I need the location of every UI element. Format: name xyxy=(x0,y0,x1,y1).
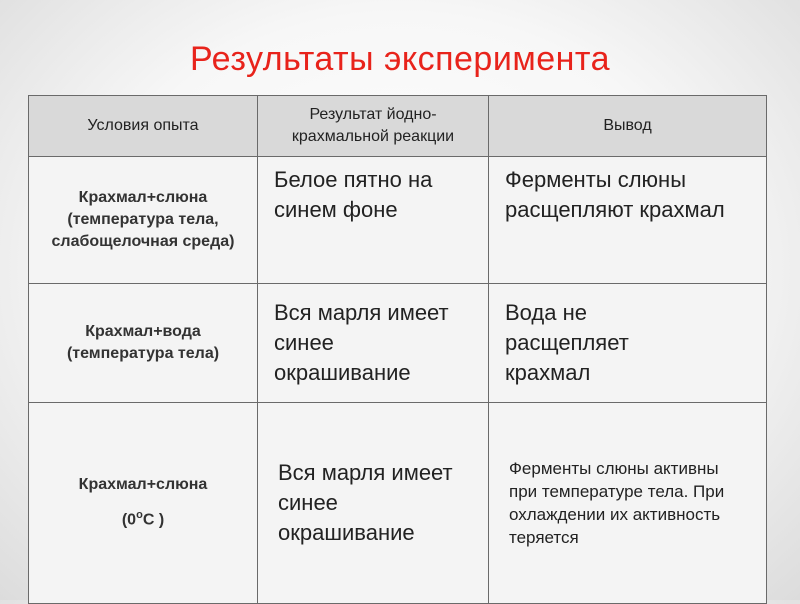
temp-open: (0 xyxy=(121,511,137,529)
result-cell xyxy=(258,284,489,403)
condition-temperature xyxy=(29,504,257,531)
temp-unit: С ) xyxy=(142,511,165,529)
condition-cell xyxy=(29,157,258,284)
conclusion-text: Вода не расщепляет крахмал xyxy=(505,300,629,385)
condition-cell xyxy=(29,403,258,604)
conclusion-cell xyxy=(489,157,767,284)
table-header-row xyxy=(29,96,767,157)
result-text: Белое пятно на синем фоне xyxy=(274,167,433,222)
header-conclusion: Вывод xyxy=(489,96,767,157)
condition-text: Крахмал+вода (температура тела) xyxy=(66,323,220,362)
conclusion-cell xyxy=(489,284,767,403)
degree-mark: о xyxy=(136,509,143,522)
results-table xyxy=(28,95,767,604)
header-result-text: Результат йодно-крахмальной реакции xyxy=(291,106,455,145)
result-text: Вся марля имеет синее окрашивание xyxy=(278,460,453,545)
condition-text: Крахмал+слюна xyxy=(78,476,208,494)
table-row xyxy=(29,403,767,604)
result-text: Вся марля имеет синее окрашивание xyxy=(274,300,449,385)
conclusion-text: Ферменты слюны расщепляют крахмал xyxy=(505,167,725,222)
header-result xyxy=(258,96,489,157)
result-cell xyxy=(258,403,489,604)
condition-cell xyxy=(29,284,258,403)
condition-text: Крахмал+слюна (температура тела, слабощелочная среда) xyxy=(51,189,235,250)
page-title: Результаты эксперимента xyxy=(190,40,610,78)
result-cell xyxy=(258,157,489,284)
table-row xyxy=(29,157,767,284)
conclusion-text: Ферменты слюны активны при температуре тела. При охлаждении их активность теряется xyxy=(509,459,725,547)
table-row xyxy=(29,284,767,403)
conclusion-cell xyxy=(489,403,767,604)
header-conditions: Условия опыта xyxy=(29,96,258,157)
